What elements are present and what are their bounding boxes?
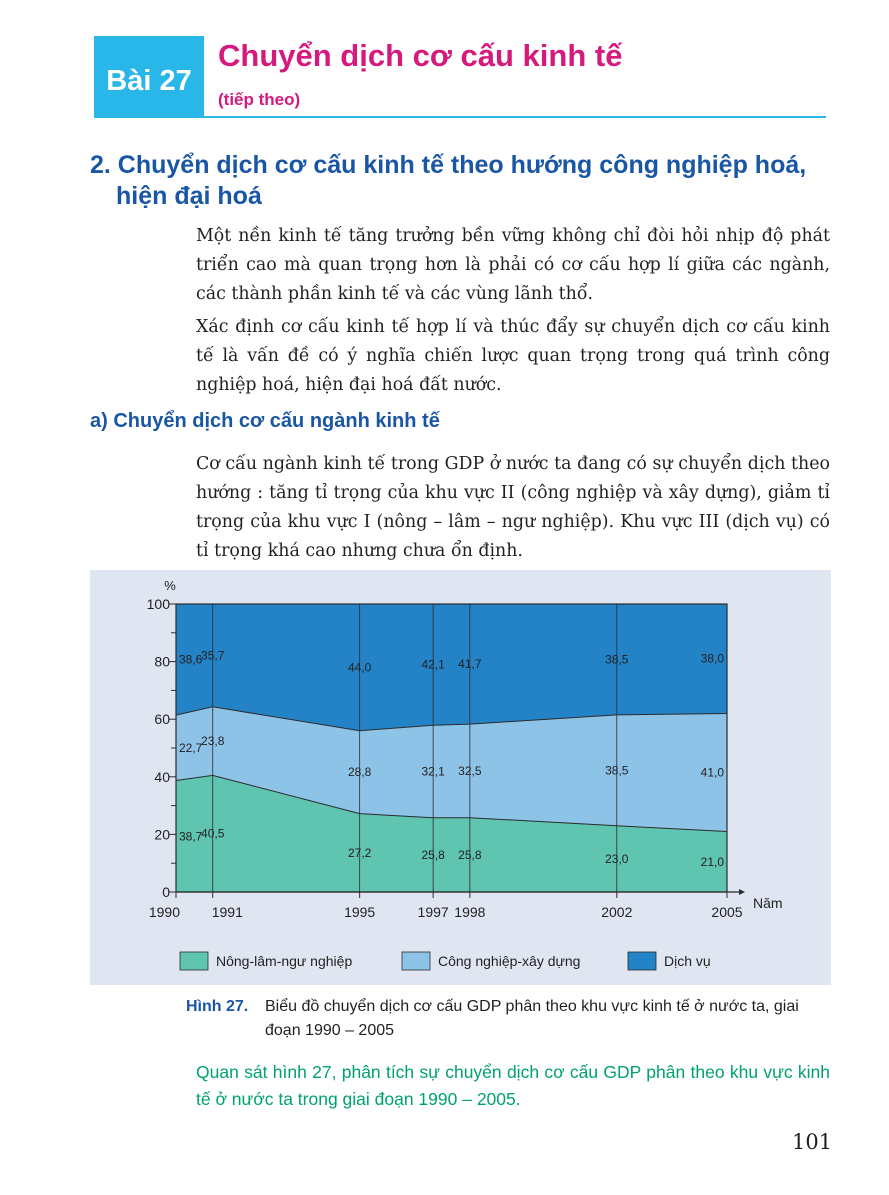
- y-tick-label: 100: [146, 596, 170, 612]
- legend-label-2: Công nghiệp-xây dựng: [438, 953, 581, 969]
- x-tick-label: 1991: [211, 904, 243, 920]
- figure-caption-text: Biểu đồ chuyển dịch cơ cấu GDP phân theo khu vực kinh tế ở nước ta, giai đoạn 1990 – 2005: [265, 998, 799, 1039]
- paragraph-2: Xác định cơ cấu kinh tế hợp lí và thúc đẩy sự chuyển dịch cơ cấu kinh tế là vấn đề có ý nghĩa chiến lược quan trọng trong quá trình công nghiệp hoá, hiện đại hoá đất nước.: [196, 317, 830, 395]
- y-tick-label: 60: [154, 711, 170, 728]
- paragraph-1: Một nền kinh tế tăng trưởng bền vững không chỉ đòi hỏi nhịp độ phát triển cao mà quan trọng hơn là phải có cơ cấu hợp lí giữa các ngành, các thành phần kinh tế và các vùng lãnh thổ.: [196, 226, 830, 304]
- y-axis-label: %: [164, 578, 176, 593]
- data-label-2: 41,0: [700, 765, 724, 780]
- x-tick-label: 1998: [454, 904, 486, 920]
- x-tick-label: 2002: [601, 904, 633, 920]
- data-label-1: 40,5: [201, 826, 225, 841]
- y-tick-label: 0: [162, 884, 170, 900]
- figure-27: [90, 570, 831, 985]
- data-label-3: 41,7: [458, 657, 482, 672]
- legend-label-3: Dịch vụ: [664, 953, 711, 969]
- data-label-3: 44,0: [347, 660, 372, 675]
- paragraph-3: Cơ cấu ngành kinh tế trong GDP ở nước ta đang có sự chuyển dịch theo hướng : tăng tỉ trọng của khu vực II (công nghiệp và xây dựng), giảm tỉ trọng của khu vực I (nông – lâm – ngư nghiệp). Khu vực III (dịch vụ) có tỉ trọng khá cao nhưng chưa ổn định.: [196, 454, 830, 561]
- x-tick-label: 1997: [417, 904, 449, 920]
- data-label-2: 23,8: [201, 734, 225, 749]
- figure-number: Hình 27.: [186, 998, 249, 1015]
- section-heading: [90, 150, 830, 212]
- data-label-2: 32,5: [458, 763, 482, 778]
- data-label-3: 42,1: [421, 657, 445, 672]
- lesson-number-box: [94, 36, 204, 118]
- legend-swatch-1: [180, 952, 208, 970]
- x-axis-arrow: [739, 889, 745, 895]
- title-divider: [204, 116, 826, 118]
- data-label-1: 23,0: [605, 851, 629, 866]
- page-number: 101: [792, 1130, 833, 1154]
- lesson-subtitle: (tiếp theo): [218, 90, 301, 109]
- data-label-3: 35,7: [201, 648, 225, 663]
- section-heading-line2: hiện đại hoá: [116, 182, 262, 210]
- task-question: Quan sát hình 27, phân tích sự chuyển dịch cơ cấu GDP phân theo khu vực kinh tế ở nước ta trong giai đoạn 1990 – 2005.: [196, 1062, 830, 1109]
- data-label-1: 38,7: [179, 829, 203, 844]
- data-label-2: 22,7: [179, 740, 203, 755]
- data-label-1: 21,0: [700, 854, 724, 869]
- area-3: [176, 604, 727, 731]
- data-label-1: 27,2: [347, 845, 372, 860]
- subsection-heading: a) Chuyển dịch cơ cấu ngành kinh tế: [90, 410, 440, 432]
- y-tick-label: 20: [154, 826, 170, 843]
- gdp-structure-chart: [90, 570, 831, 985]
- legend-label-1: Nông-lâm-ngư nghiệp: [216, 953, 353, 969]
- x-tick-label: 1990: [148, 904, 180, 920]
- data-label-1: 25,8: [458, 847, 482, 862]
- x-axis-label: Năm: [753, 895, 783, 911]
- y-tick-label: 80: [154, 653, 170, 670]
- x-tick-label: 2005: [711, 904, 743, 920]
- data-label-2: 38,5: [605, 763, 629, 778]
- data-label-2: 32,1: [421, 764, 445, 779]
- legend-swatch-2: [402, 952, 430, 970]
- section-heading-line1: 2. Chuyển dịch cơ cấu kinh tế theo hướng công nghiệp hoá,: [90, 151, 807, 179]
- y-tick-label: 40: [154, 768, 170, 785]
- x-tick-label: 1995: [344, 904, 376, 920]
- data-label-2: 28,8: [347, 765, 372, 780]
- data-label-3: 38,5: [605, 652, 629, 667]
- data-label-3: 38,6: [179, 652, 203, 667]
- data-label-1: 25,8: [421, 847, 445, 862]
- legend-swatch-3: [628, 952, 656, 970]
- lesson-label: Bài 27: [106, 64, 192, 97]
- data-label-3: 38,0: [700, 651, 724, 666]
- lesson-title: Chuyển dịch cơ cấu kinh tế: [218, 38, 623, 73]
- figure-caption: [186, 995, 826, 1043]
